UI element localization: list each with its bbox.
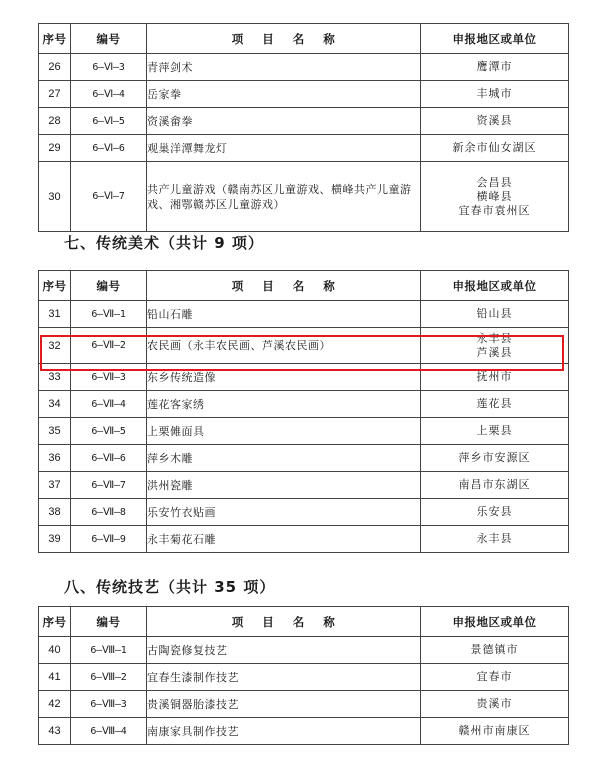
row-name: 上栗傩面具 <box>147 418 421 445</box>
row-org: 宜春市 <box>421 664 569 691</box>
row-org: 永丰县 <box>421 526 569 553</box>
table-row <box>39 81 569 108</box>
header-name: 项 目 名 称 <box>147 271 421 301</box>
header-seq: 序号 <box>39 24 71 54</box>
row-name: 东乡传统造像 <box>147 364 421 391</box>
row-org: 萍乡市安源区 <box>421 445 569 472</box>
header-org: 申报地区或单位 <box>421 24 569 54</box>
table-header-row <box>39 24 569 54</box>
table-row <box>39 301 569 328</box>
row-seq: 26 <box>39 54 71 81</box>
row-code: 6—Ⅷ—3 <box>71 691 147 718</box>
row-name: 岳家拳 <box>147 81 421 108</box>
row-code: 6—Ⅵ—6 <box>71 135 147 162</box>
org-line: 横峰县 <box>476 189 513 203</box>
row-name: 洪州瓷雕 <box>147 472 421 499</box>
row-seq: 37 <box>39 472 71 499</box>
table-row <box>39 162 569 232</box>
row-code: 6—Ⅷ—2 <box>71 664 147 691</box>
table-row <box>39 418 569 445</box>
row-org: 资溪县 <box>421 108 569 135</box>
row-code: 6—Ⅶ—5 <box>71 418 147 445</box>
row-org: 抚州市 <box>421 364 569 391</box>
org-line: 芦溪县 <box>476 345 513 359</box>
row-org: 丰城市 <box>421 81 569 108</box>
heritage-table-art <box>38 270 569 553</box>
row-code: 6—Ⅶ—4 <box>71 391 147 418</box>
row-org: 鹰潭市 <box>421 54 569 81</box>
header-seq: 序号 <box>39 607 71 637</box>
row-name: 青萍剑术 <box>147 54 421 81</box>
row-name: 古陶瓷修复技艺 <box>147 637 421 664</box>
row-name: 农民画（永丰农民画、芦溪农民画） <box>147 328 421 364</box>
header-name: 项 目 名 称 <box>147 24 421 54</box>
org-line: 会昌县 <box>476 175 513 189</box>
row-seq: 40 <box>39 637 71 664</box>
row-seq: 42 <box>39 691 71 718</box>
row-seq: 30 <box>39 162 71 232</box>
table-row <box>39 54 569 81</box>
table-row <box>39 664 569 691</box>
table-row <box>39 364 569 391</box>
row-seq: 27 <box>39 81 71 108</box>
row-seq: 43 <box>39 718 71 745</box>
row-seq: 41 <box>39 664 71 691</box>
org-line: 永丰县 <box>476 331 513 345</box>
row-name: 资溪畲拳 <box>147 108 421 135</box>
table-row <box>39 391 569 418</box>
row-code: 6—Ⅷ—1 <box>71 637 147 664</box>
row-name: 宜春生漆制作技艺 <box>147 664 421 691</box>
row-seq: 28 <box>39 108 71 135</box>
row-org: 莲花县 <box>421 391 569 418</box>
row-code: 6—Ⅷ—4 <box>71 718 147 745</box>
row-code: 6—Ⅵ—7 <box>71 162 147 232</box>
row-name: 铅山石雕 <box>147 301 421 328</box>
table-row <box>39 108 569 135</box>
row-org: 景德镇市 <box>421 637 569 664</box>
row-name: 南康家具制作技艺 <box>147 718 421 745</box>
table-row <box>39 718 569 745</box>
row-org <box>421 328 569 364</box>
row-org: 贵溪市 <box>421 691 569 718</box>
row-code: 6—Ⅶ—8 <box>71 499 147 526</box>
row-code: 6—Ⅵ—4 <box>71 81 147 108</box>
row-org: 乐安县 <box>421 499 569 526</box>
table-row <box>39 472 569 499</box>
heritage-table-craft <box>38 606 569 745</box>
row-org: 上栗县 <box>421 418 569 445</box>
table-row <box>39 691 569 718</box>
row-org: 新余市仙女湖区 <box>421 135 569 162</box>
row-name: 永丰菊花石雕 <box>147 526 421 553</box>
row-seq: 31 <box>39 301 71 328</box>
section-title-traditional-craft: 八、传统技艺（共计 35 项） <box>64 578 276 596</box>
row-org: 赣州市南康区 <box>421 718 569 745</box>
table-header-row <box>39 607 569 637</box>
row-seq: 34 <box>39 391 71 418</box>
table-row <box>39 445 569 472</box>
row-code: 6—Ⅵ—3 <box>71 54 147 81</box>
table-row <box>39 135 569 162</box>
row-code: 6—Ⅶ—9 <box>71 526 147 553</box>
table-row-highlighted <box>39 328 569 364</box>
row-seq: 36 <box>39 445 71 472</box>
row-seq: 32 <box>39 328 71 364</box>
row-seq: 38 <box>39 499 71 526</box>
org-line: 宜春市袁州区 <box>458 203 531 217</box>
row-org: 南昌市东湖区 <box>421 472 569 499</box>
row-name: 共产儿童游戏（赣南苏区儿童游戏、横峰共产儿童游戏、湘鄂赣苏区儿童游戏） <box>147 162 421 232</box>
header-org: 申报地区或单位 <box>421 271 569 301</box>
table-row <box>39 499 569 526</box>
table-header-row <box>39 271 569 301</box>
row-code: 6—Ⅶ—6 <box>71 445 147 472</box>
row-org <box>421 162 569 232</box>
section-title-traditional-art: 七、传统美术（共计 9 项） <box>64 234 264 252</box>
row-name: 萍乡木雕 <box>147 445 421 472</box>
row-code: 6—Ⅶ—1 <box>71 301 147 328</box>
row-name: 莲花客家绣 <box>147 391 421 418</box>
row-org: 铅山县 <box>421 301 569 328</box>
header-name: 项 目 名 称 <box>147 607 421 637</box>
header-code: 编号 <box>71 271 147 301</box>
row-name: 观巢洋潭舞龙灯 <box>147 135 421 162</box>
row-code: 6—Ⅵ—5 <box>71 108 147 135</box>
row-seq: 39 <box>39 526 71 553</box>
header-code: 编号 <box>71 24 147 54</box>
row-name: 乐安竹衣贴画 <box>147 499 421 526</box>
row-code: 6—Ⅶ—3 <box>71 364 147 391</box>
row-code: 6—Ⅶ—7 <box>71 472 147 499</box>
row-seq: 35 <box>39 418 71 445</box>
header-code: 编号 <box>71 607 147 637</box>
row-code: 6—Ⅶ—2 <box>71 328 147 364</box>
heritage-table-sports <box>38 23 569 232</box>
header-org: 申报地区或单位 <box>421 607 569 637</box>
row-seq: 33 <box>39 364 71 391</box>
row-seq: 29 <box>39 135 71 162</box>
table-row <box>39 526 569 553</box>
header-seq: 序号 <box>39 271 71 301</box>
table-row <box>39 637 569 664</box>
row-name: 贵溪铜器胎漆技艺 <box>147 691 421 718</box>
